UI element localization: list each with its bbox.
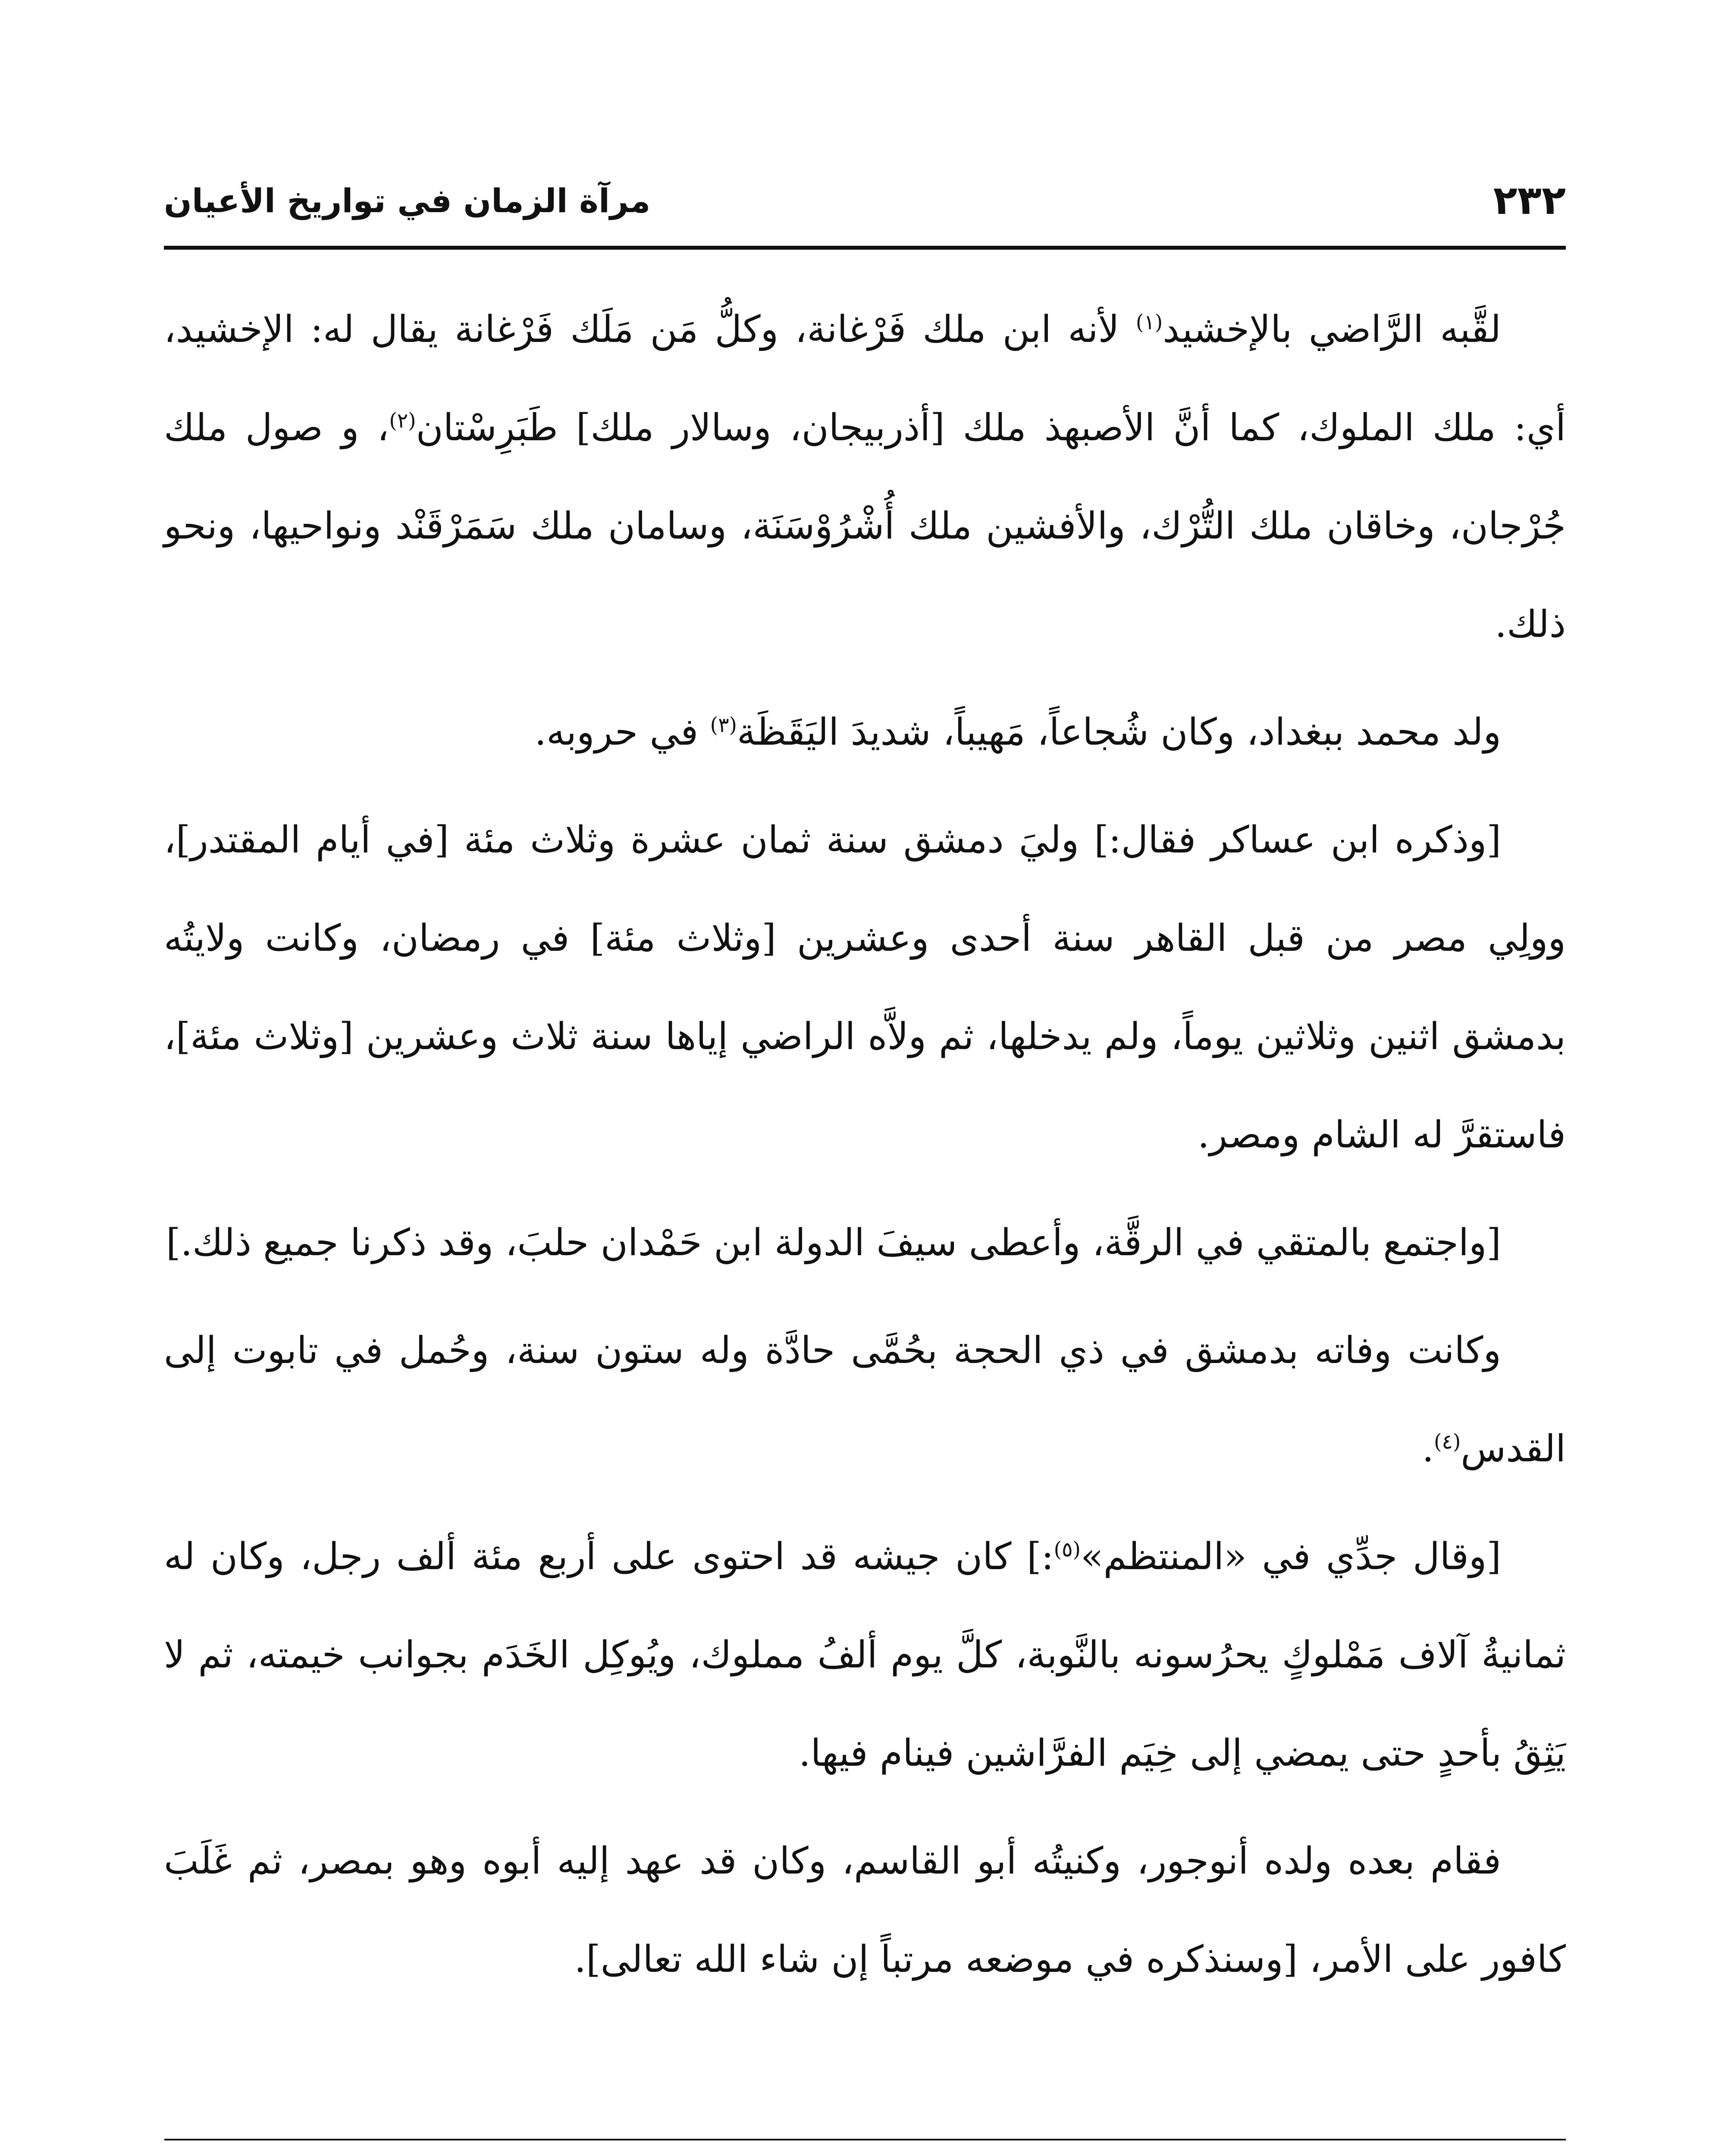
running-title: مرآة الزمان في تواريخ الأعيان — [164, 182, 651, 220]
footnote-rule — [164, 2139, 1566, 2140]
paragraph: لقَّبه الرَّاضي بالإخشيد$^{(١)}$ لأنه ابن ملك فَرْغانة، وكلُّ مَن مَلَك فَرْغانة يقال له: الإخشيد، أي: ملك الملوك، كما أنَّ الأصبهذ ملك [أذربيجان، وسالار ملك] طَبَرِسْتان$^{(٢)}$، و صول ملك جُرْجان، وخاقان ملك التُّرْك، والأفشين ملك أُشْرُوْسَنَة، وسامان ملك سَمَرْقَنْد ونواحيها، ونحو ذلك. — [164, 308, 1566, 646]
footnote-ref: (٥) — [1054, 1538, 1081, 1562]
paragraph: [وذكره ابن عساكر فقال:] وليَ دمشق سنة ثمان عشرة وثلاث مئة [في أيام المقتدر]، وولِي مصر من قبل القاهر سنة أحدى وعشرين [وثلاث مئة] في رمضان، وكانت ولايتُه بدمشق اثنين وثلاثين يوماً، ولم يدخلها، ثم ولاَّه الراضي إياها سنة ثلاث وعشرين [وثلاث مئة]، فاستقرَّ له الشام ومصر. — [164, 818, 1566, 1156]
paragraph: ولد محمد ببغداد، وكان شُجاعاً، مَهيباً، شديدَ اليَقَظَة$^{(٣)}$ في حروبه. — [534, 711, 1501, 754]
page-header — [164, 172, 1566, 237]
main-text — [164, 280, 1566, 2018]
footnote-ref: (٤) — [1433, 1430, 1461, 1454]
paragraph: [واجتمع بالمتقي في الرقَّة، وأعطى سيفَ الدولة ابن حَمْدان حلبَ، وقد ذكرنا جميع ذلك.] — [166, 1221, 1501, 1264]
page-number: ٢٣٢ — [1493, 177, 1566, 223]
footnote-ref: (١) — [1135, 310, 1163, 335]
footnote-ref: (٣) — [710, 713, 737, 737]
footnote-ref: (٢) — [389, 409, 416, 433]
paragraph: فقام بعده ولده أنوجور، وكنيتُه أبو القاسم، وكان قد عهد إليه أبوه وهو بمصر، ثم غَلَبَ كافور على الأمر، [وسنذكره في موضعه مرتباً إن شاء الله تعالى]. — [164, 1839, 1566, 1981]
paragraph: [وقال جدِّي في «المنتظم»$^{(٥)}$:] كان جيشه قد احتوى على أربع مئة ألف رجل، وكان له ثمانيةُ آلاف مَمْلوكٍ يحرُسونه بالنَّوبة، كلَّ يوم ألفُ مملوك، ويُوكِل الخَدَم بجوانب خيمته، ثم لا يَثِقُ بأحدٍ حتى يمضي إلى خِيَم الفرَّاشين فينام فيها. — [164, 1535, 1566, 1775]
paragraph: وكانت وفاته بدمشق في ذي الحجة بحُمَّى حادَّة وله ستون سنة، وحُمل في تابوت إلى القدس$^{(٤)}$. — [164, 1329, 1566, 1470]
header-rule — [164, 246, 1566, 250]
